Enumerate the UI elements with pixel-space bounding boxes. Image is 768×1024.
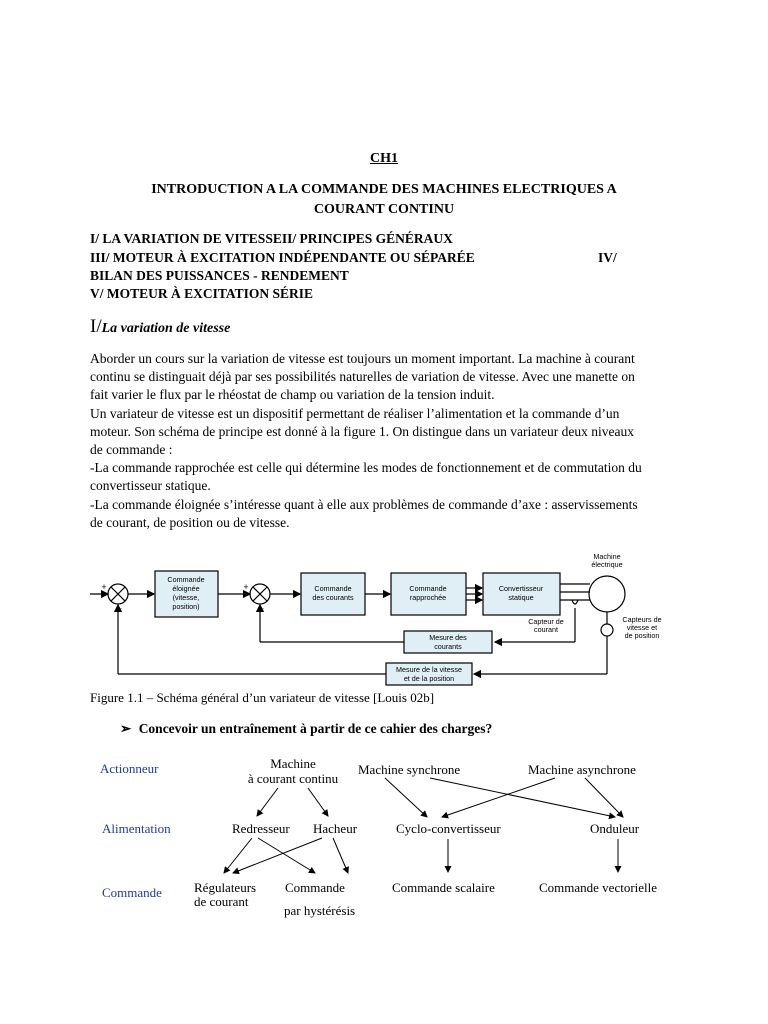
body-line: Un variateur de vitesse est un dispositif permettant de réaliser l’alimentation et la commande d’un (90, 405, 620, 421)
document-title (0, 180, 768, 220)
speed-sensor-symbol (601, 624, 613, 636)
node-machine-asynchrone: Machine asynchrone (528, 762, 636, 777)
sensor-label: Capteur de (528, 617, 564, 626)
body-line: -La commande rapprochée est celle qui détermine les modes de fonctionnement et de commutation du (90, 460, 642, 476)
sensor-label: vitesse et (626, 623, 658, 632)
toc-line-3: BILAN DES PUISSANCES - RENDEMENT (90, 268, 349, 283)
section-label: La variation de vitesse (101, 321, 231, 336)
figure-caption: Figure 1.1 – Schéma général d’un variateur de vitesse [Louis 02b] (90, 690, 435, 705)
machine-electrique-symbol (589, 576, 625, 612)
bullet-text: Concevoir un entraînement à partir de ce cahier des charges? (138, 721, 493, 736)
node-onduleur: Onduleur (590, 821, 640, 836)
block-label: Commande (314, 584, 352, 593)
toc-line-2b: IV/ (598, 250, 617, 265)
body-line: de courant, de position ou de vitesse. (90, 514, 290, 530)
node-mcc: à courant continu (247, 771, 339, 786)
body-line: Aborder un cours sur la variation de vitesse est toujours un moment important. La machine à courant (90, 351, 635, 366)
toc-line-1: I/ LA VARIATION DE VITESSEII/ PRINCIPES GÉNÉRAUX (90, 231, 453, 246)
section-number: I/ (90, 316, 102, 337)
body-line: continu se distinguait déjà par ses possibilités naturelles de variation de vitesse. Avec une manette on (90, 369, 635, 385)
block-label: Commande (409, 584, 447, 593)
block-label: éloignée (172, 584, 200, 593)
body-text (90, 350, 680, 532)
block-label: Commande (167, 575, 205, 584)
section-heading (90, 316, 230, 338)
machine-label: électrique (591, 560, 623, 569)
block-label: Convertisseur (498, 584, 544, 593)
title-line-1: INTRODUCTION A LA COMMANDE DES MACHINES ELECTRIQUES A (151, 182, 617, 197)
block-label: (vitesse, (172, 593, 200, 602)
block-label: rapprochée (409, 593, 447, 602)
sign-minus-1: – (116, 603, 122, 613)
node-mcc: Machine (270, 756, 316, 771)
node-commande-scalaire: Commande scalaire (392, 880, 495, 895)
block-label: Mesure de la vitesse (396, 665, 462, 674)
node-commande-hysteresis: Commande (285, 880, 345, 895)
block-label: des courants (312, 593, 354, 602)
drive-selection-tree (90, 750, 690, 925)
block-label: Mesure des (429, 633, 467, 642)
arrow-bullet-icon: ➢ (120, 721, 132, 736)
body-line: de commande : (90, 442, 173, 458)
block-label: position) (172, 602, 200, 611)
node-cyclo-convertisseur: Cyclo-convertisseur (396, 821, 501, 836)
sensor-label: courant (534, 625, 558, 634)
body-line: -La commande éloignée s’intéresse quant à elle aux problèmes de commande d’axe : asservissements (90, 496, 638, 512)
sign-plus-1: + (101, 582, 107, 592)
node-redresseur: Redresseur (232, 821, 290, 836)
node-hacheur: Hacheur (313, 821, 358, 836)
sensor-label: Capteurs de (622, 615, 662, 624)
node-commande-vectorielle: Commande vectorielle (539, 880, 658, 895)
node-machine-synchrone: Machine synchrone (358, 762, 461, 777)
sensor-label: de position (624, 631, 660, 640)
block-label: courants (434, 642, 462, 651)
body-line: convertisseur statique. (90, 478, 211, 494)
toc-line-2a: III/ MOTEUR À EXCITATION INDÉPENDANTE OU SÉPARÉE (90, 250, 475, 265)
chapter-label: CH1 (370, 151, 398, 166)
variator-block-diagram (90, 548, 680, 688)
sign-plus-2: + (243, 582, 249, 592)
body-line: moteur. Son schéma de principe est donné à la figure 1. On distingue dans un variateur deux niveaux (90, 423, 634, 439)
row-label-actionneur: Actionneur (100, 761, 159, 776)
bullet-question (120, 721, 492, 737)
node-commande-hysteresis: par hystérésis (284, 903, 356, 918)
sign-minus-2: – (258, 603, 264, 613)
body-line: fait varier le flux par le rhéostat de champ ou variation de la tension induit. (90, 387, 495, 403)
row-label-commande: Commande (102, 885, 162, 900)
machine-label: Machine (593, 552, 621, 561)
node-regulateurs: de courant (194, 894, 249, 909)
block-label: statique (508, 593, 534, 602)
title-line-2: COURANT CONTINU (313, 202, 455, 217)
block-label: et de la position (403, 674, 455, 683)
node-regulateurs: Régulateurs (194, 880, 257, 895)
toc-line-4: V/ MOTEUR À EXCITATION SÉRIE (90, 286, 314, 301)
row-label-alimentation: Alimentation (102, 821, 171, 836)
